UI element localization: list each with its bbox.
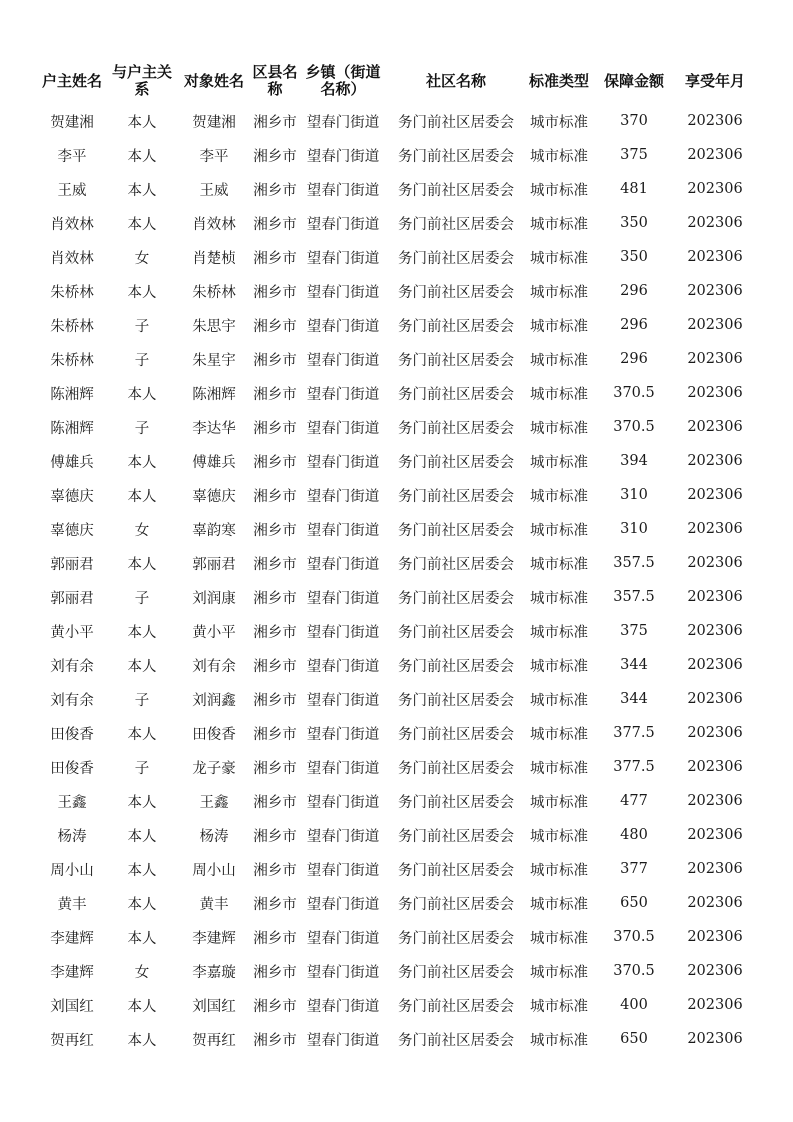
community-cell: 务门前社区居委会 <box>398 488 514 505</box>
county-cell: 湘乡市 <box>253 216 297 233</box>
standard-type-cell: 城市标准 <box>530 964 588 981</box>
community-cell: 务门前社区居委会 <box>398 556 514 573</box>
table-row <box>38 376 754 410</box>
standard-type-cell: 城市标准 <box>530 760 588 777</box>
relationship-cell: 本人 <box>127 828 157 845</box>
community-cell: 务门前社区居委会 <box>398 930 514 947</box>
township-cell: 望春门街道 <box>306 658 380 675</box>
township-cell: 望春门街道 <box>306 760 380 777</box>
table-row <box>38 172 754 206</box>
community-cell: 务门前社区居委会 <box>398 148 514 165</box>
recipient-name-cell: 贺再红 <box>192 1032 236 1049</box>
standard-type-cell: 城市标准 <box>530 896 588 913</box>
community-cell: 务门前社区居委会 <box>398 454 514 471</box>
table-row <box>38 852 754 886</box>
amount-cell: 377.5 <box>613 759 655 775</box>
county-cell: 湘乡市 <box>253 726 297 743</box>
householder-name-cell: 周小山 <box>50 862 94 879</box>
amount-cell: 375 <box>620 147 648 163</box>
month-cell: 202306 <box>687 521 743 537</box>
community-cell: 务门前社区居委会 <box>398 590 514 607</box>
householder-name-cell: 李平 <box>57 148 87 165</box>
standard-type-cell: 城市标准 <box>530 930 588 947</box>
recipient-name-cell: 傅雄兵 <box>192 454 236 471</box>
township-cell: 望春门街道 <box>306 624 380 641</box>
recipient-name-cell: 辜德庆 <box>192 488 236 505</box>
township-cell: 望春门街道 <box>306 420 380 437</box>
table-row <box>38 750 754 784</box>
householder-name-cell: 朱桥林 <box>50 352 94 369</box>
amount-cell: 480 <box>620 827 648 843</box>
county-cell: 湘乡市 <box>253 522 297 539</box>
township-cell: 望春门街道 <box>306 318 380 335</box>
householder-name-cell: 陈湘辉 <box>50 386 94 403</box>
standard-type-cell: 城市标准 <box>530 794 588 811</box>
relationship-cell: 本人 <box>127 862 157 879</box>
township-cell: 望春门街道 <box>306 522 380 539</box>
standard-type-cell: 城市标准 <box>530 998 588 1015</box>
township-cell: 望春门街道 <box>306 284 380 301</box>
householder-name-cell: 李建辉 <box>50 930 94 947</box>
recipient-name-cell: 辜韵寒 <box>192 522 236 539</box>
recipient-name-cell: 王鑫 <box>199 794 229 811</box>
standard-type-cell: 城市标准 <box>530 828 588 845</box>
county-cell: 湘乡市 <box>253 284 297 301</box>
relationship-cell: 子 <box>134 760 150 777</box>
recipient-name-cell: 刘国红 <box>192 998 236 1015</box>
standard-type-cell: 城市标准 <box>530 862 588 879</box>
standard-type-cell: 城市标准 <box>530 250 588 267</box>
relationship-cell: 本人 <box>127 794 157 811</box>
relationship-cell: 本人 <box>127 556 157 573</box>
amount-cell: 357.5 <box>613 555 655 571</box>
county-cell: 湘乡市 <box>253 828 297 845</box>
community-cell: 务门前社区居委会 <box>398 862 514 879</box>
relationship-cell: 女 <box>134 522 150 539</box>
householder-name-cell: 陈湘辉 <box>50 420 94 437</box>
standard-type-cell: 城市标准 <box>530 624 588 641</box>
community-cell: 务门前社区居委会 <box>398 692 514 709</box>
county-cell: 湘乡市 <box>253 352 297 369</box>
relationship-cell: 子 <box>134 590 150 607</box>
township-cell: 望春门街道 <box>306 862 380 879</box>
county-cell: 湘乡市 <box>253 1032 297 1049</box>
subsidy-roster-table <box>38 58 754 1056</box>
header-householder-name: 户主姓名 <box>41 71 102 90</box>
amount-cell: 377 <box>620 861 648 877</box>
householder-name-cell: 辜德庆 <box>50 522 94 539</box>
township-cell: 望春门街道 <box>306 216 380 233</box>
table-row <box>38 580 754 614</box>
month-cell: 202306 <box>687 589 743 605</box>
amount-cell: 350 <box>620 215 648 231</box>
month-cell: 202306 <box>687 691 743 707</box>
relationship-cell: 子 <box>134 352 150 369</box>
relationship-cell: 本人 <box>127 998 157 1015</box>
community-cell: 务门前社区居委会 <box>398 896 514 913</box>
county-cell: 湘乡市 <box>253 760 297 777</box>
table-row <box>38 784 754 818</box>
table-row <box>38 104 754 138</box>
month-cell: 202306 <box>687 487 743 503</box>
amount-cell: 370 <box>620 113 648 129</box>
amount-cell: 477 <box>620 793 648 809</box>
county-cell: 湘乡市 <box>253 794 297 811</box>
township-cell: 望春门街道 <box>306 964 380 981</box>
county-cell: 湘乡市 <box>253 488 297 505</box>
standard-type-cell: 城市标准 <box>530 658 588 675</box>
township-cell: 望春门街道 <box>306 556 380 573</box>
amount-cell: 370.5 <box>613 385 655 401</box>
relationship-cell: 本人 <box>127 624 157 641</box>
community-cell: 务门前社区居委会 <box>398 182 514 199</box>
householder-name-cell: 李建辉 <box>50 964 94 981</box>
community-cell: 务门前社区居委会 <box>398 658 514 675</box>
relationship-cell: 子 <box>134 692 150 709</box>
township-cell: 望春门街道 <box>306 930 380 947</box>
county-cell: 湘乡市 <box>253 454 297 471</box>
standard-type-cell: 城市标准 <box>530 726 588 743</box>
township-cell: 望春门街道 <box>306 1032 380 1049</box>
county-cell: 湘乡市 <box>253 862 297 879</box>
county-cell: 湘乡市 <box>253 658 297 675</box>
table-row <box>38 682 754 716</box>
householder-name-cell: 贺再红 <box>50 1032 94 1049</box>
community-cell: 务门前社区居委会 <box>398 352 514 369</box>
amount-cell: 344 <box>620 691 648 707</box>
relationship-cell: 本人 <box>127 930 157 947</box>
recipient-name-cell: 贺建湘 <box>192 114 236 131</box>
table-row <box>38 410 754 444</box>
standard-type-cell: 城市标准 <box>530 488 588 505</box>
standard-type-cell: 城市标准 <box>530 148 588 165</box>
relationship-cell: 子 <box>134 318 150 335</box>
table-body <box>38 104 754 1056</box>
householder-name-cell: 刘有余 <box>50 692 94 709</box>
householder-name-cell: 郭丽君 <box>50 556 94 573</box>
community-cell: 务门前社区居委会 <box>398 114 514 131</box>
householder-name-cell: 王鑫 <box>57 794 87 811</box>
month-cell: 202306 <box>687 181 743 197</box>
community-cell: 务门前社区居委会 <box>398 284 514 301</box>
header-community: 社区名称 <box>425 71 486 90</box>
amount-cell: 310 <box>620 521 648 537</box>
table-row <box>38 512 754 546</box>
county-cell: 湘乡市 <box>253 386 297 403</box>
recipient-name-cell: 朱思宇 <box>192 318 236 335</box>
community-cell: 务门前社区居委会 <box>398 1032 514 1049</box>
standard-type-cell: 城市标准 <box>530 352 588 369</box>
householder-name-cell: 朱桥林 <box>50 318 94 335</box>
householder-name-cell: 肖效林 <box>50 216 94 233</box>
table-row <box>38 546 754 580</box>
relationship-cell: 本人 <box>127 216 157 233</box>
township-cell: 望春门街道 <box>306 454 380 471</box>
table-row <box>38 614 754 648</box>
recipient-name-cell: 郭丽君 <box>192 556 236 573</box>
amount-cell: 370.5 <box>613 419 655 435</box>
relationship-cell: 本人 <box>127 896 157 913</box>
month-cell: 202306 <box>687 997 743 1013</box>
standard-type-cell: 城市标准 <box>530 284 588 301</box>
header-row <box>38 58 754 104</box>
amount-cell: 377.5 <box>613 725 655 741</box>
recipient-name-cell: 黄小平 <box>192 624 236 641</box>
community-cell: 务门前社区居委会 <box>398 998 514 1015</box>
recipient-name-cell: 李平 <box>199 148 229 165</box>
table-row <box>38 716 754 750</box>
township-cell: 望春门街道 <box>306 148 380 165</box>
month-cell: 202306 <box>687 827 743 843</box>
standard-type-cell: 城市标准 <box>530 216 588 233</box>
recipient-name-cell: 陈湘辉 <box>192 386 236 403</box>
month-cell: 202306 <box>687 793 743 809</box>
householder-name-cell: 辜德庆 <box>50 488 94 505</box>
township-cell: 望春门街道 <box>306 794 380 811</box>
recipient-name-cell: 肖效林 <box>192 216 236 233</box>
table-row <box>38 308 754 342</box>
amount-cell: 375 <box>620 623 648 639</box>
month-cell: 202306 <box>687 759 743 775</box>
month-cell: 202306 <box>687 895 743 911</box>
township-cell: 望春门街道 <box>306 250 380 267</box>
table-row <box>38 444 754 478</box>
county-cell: 湘乡市 <box>253 998 297 1015</box>
community-cell: 务门前社区居委会 <box>398 624 514 641</box>
householder-name-cell: 肖效林 <box>50 250 94 267</box>
householder-name-cell: 朱桥林 <box>50 284 94 301</box>
table-row <box>38 988 754 1022</box>
recipient-name-cell: 田俊香 <box>192 726 236 743</box>
amount-cell: 370.5 <box>613 929 655 945</box>
header-recipient-name: 对象姓名 <box>183 71 244 90</box>
relationship-cell: 女 <box>134 964 150 981</box>
community-cell: 务门前社区居委会 <box>398 726 514 743</box>
community-cell: 务门前社区居委会 <box>398 964 514 981</box>
amount-cell: 357.5 <box>613 589 655 605</box>
amount-cell: 650 <box>620 1031 648 1047</box>
recipient-name-cell: 王威 <box>199 182 229 199</box>
table-row <box>38 954 754 988</box>
table-header <box>38 58 754 104</box>
county-cell: 湘乡市 <box>253 420 297 437</box>
township-cell: 望春门街道 <box>306 692 380 709</box>
amount-cell: 296 <box>620 283 648 299</box>
month-cell: 202306 <box>687 861 743 877</box>
recipient-name-cell: 黄丰 <box>199 896 229 913</box>
standard-type-cell: 城市标准 <box>530 454 588 471</box>
amount-cell: 296 <box>620 317 648 333</box>
month-cell: 202306 <box>687 929 743 945</box>
township-cell: 望春门街道 <box>306 352 380 369</box>
householder-name-cell: 王威 <box>57 182 87 199</box>
standard-type-cell: 城市标准 <box>530 182 588 199</box>
householder-name-cell: 田俊香 <box>50 726 94 743</box>
standard-type-cell: 城市标准 <box>530 318 588 335</box>
county-cell: 湘乡市 <box>253 148 297 165</box>
recipient-name-cell: 刘润鑫 <box>192 692 236 709</box>
relationship-cell: 本人 <box>127 386 157 403</box>
community-cell: 务门前社区居委会 <box>398 760 514 777</box>
month-cell: 202306 <box>687 385 743 401</box>
relationship-cell: 本人 <box>127 726 157 743</box>
table-row <box>38 886 754 920</box>
table-row <box>38 648 754 682</box>
month-cell: 202306 <box>687 351 743 367</box>
county-cell: 湘乡市 <box>253 556 297 573</box>
recipient-name-cell: 杨涛 <box>199 828 229 845</box>
recipient-name-cell: 李建辉 <box>192 930 236 947</box>
header-month: 享受年月 <box>684 71 745 90</box>
householder-name-cell: 黄小平 <box>50 624 94 641</box>
standard-type-cell: 城市标准 <box>530 692 588 709</box>
community-cell: 务门前社区居委会 <box>398 318 514 335</box>
amount-cell: 350 <box>620 249 648 265</box>
community-cell: 务门前社区居委会 <box>398 420 514 437</box>
table-row <box>38 342 754 376</box>
amount-cell: 370.5 <box>613 963 655 979</box>
householder-name-cell: 田俊香 <box>50 760 94 777</box>
relationship-cell: 本人 <box>127 658 157 675</box>
township-cell: 望春门街道 <box>306 726 380 743</box>
recipient-name-cell: 李达华 <box>192 420 236 437</box>
header-standard-type: 标准类型 <box>528 71 589 90</box>
header-township: 乡镇（街道名称） <box>305 63 381 98</box>
relationship-cell: 本人 <box>127 1032 157 1049</box>
township-cell: 望春门街道 <box>306 896 380 913</box>
recipient-name-cell: 龙子豪 <box>192 760 236 777</box>
month-cell: 202306 <box>687 725 743 741</box>
county-cell: 湘乡市 <box>253 624 297 641</box>
community-cell: 务门前社区居委会 <box>398 828 514 845</box>
householder-name-cell: 郭丽君 <box>50 590 94 607</box>
month-cell: 202306 <box>687 317 743 333</box>
month-cell: 202306 <box>687 249 743 265</box>
amount-cell: 344 <box>620 657 648 673</box>
month-cell: 202306 <box>687 113 743 129</box>
recipient-name-cell: 周小山 <box>192 862 236 879</box>
table-row <box>38 818 754 852</box>
county-cell: 湘乡市 <box>253 590 297 607</box>
recipient-name-cell: 李嘉璇 <box>192 964 236 981</box>
table-row <box>38 240 754 274</box>
month-cell: 202306 <box>687 623 743 639</box>
householder-name-cell: 刘国红 <box>50 998 94 1015</box>
amount-cell: 394 <box>620 453 648 469</box>
standard-type-cell: 城市标准 <box>530 420 588 437</box>
standard-type-cell: 城市标准 <box>530 590 588 607</box>
table-row <box>38 920 754 954</box>
amount-cell: 650 <box>620 895 648 911</box>
township-cell: 望春门街道 <box>306 998 380 1015</box>
county-cell: 湘乡市 <box>253 930 297 947</box>
recipient-name-cell: 朱桥林 <box>192 284 236 301</box>
relationship-cell: 女 <box>134 250 150 267</box>
county-cell: 湘乡市 <box>253 964 297 981</box>
month-cell: 202306 <box>687 147 743 163</box>
amount-cell: 296 <box>620 351 648 367</box>
header-relationship: 与户主关系 <box>111 63 172 98</box>
table-row <box>38 206 754 240</box>
amount-cell: 400 <box>620 997 648 1013</box>
table-row <box>38 478 754 512</box>
county-cell: 湘乡市 <box>253 250 297 267</box>
township-cell: 望春门街道 <box>306 828 380 845</box>
table-row <box>38 274 754 308</box>
amount-cell: 481 <box>620 181 648 197</box>
householder-name-cell: 贺建湘 <box>50 114 94 131</box>
month-cell: 202306 <box>687 555 743 571</box>
recipient-name-cell: 刘润康 <box>192 590 236 607</box>
township-cell: 望春门街道 <box>306 488 380 505</box>
relationship-cell: 本人 <box>127 454 157 471</box>
community-cell: 务门前社区居委会 <box>398 216 514 233</box>
month-cell: 202306 <box>687 1031 743 1047</box>
recipient-name-cell: 朱星宇 <box>192 352 236 369</box>
relationship-cell: 子 <box>134 420 150 437</box>
month-cell: 202306 <box>687 963 743 979</box>
month-cell: 202306 <box>687 215 743 231</box>
standard-type-cell: 城市标准 <box>530 522 588 539</box>
recipient-name-cell: 肖楚桢 <box>192 250 236 267</box>
county-cell: 湘乡市 <box>253 114 297 131</box>
standard-type-cell: 城市标准 <box>530 1032 588 1049</box>
relationship-cell: 本人 <box>127 488 157 505</box>
community-cell: 务门前社区居委会 <box>398 250 514 267</box>
community-cell: 务门前社区居委会 <box>398 522 514 539</box>
relationship-cell: 本人 <box>127 148 157 165</box>
township-cell: 望春门街道 <box>306 386 380 403</box>
county-cell: 湘乡市 <box>253 182 297 199</box>
relationship-cell: 本人 <box>127 114 157 131</box>
relationship-cell: 本人 <box>127 182 157 199</box>
standard-type-cell: 城市标准 <box>530 114 588 131</box>
header-amount: 保障金额 <box>603 71 664 90</box>
householder-name-cell: 黄丰 <box>57 896 87 913</box>
month-cell: 202306 <box>687 419 743 435</box>
community-cell: 务门前社区居委会 <box>398 386 514 403</box>
month-cell: 202306 <box>687 453 743 469</box>
householder-name-cell: 傅雄兵 <box>50 454 94 471</box>
relationship-cell: 本人 <box>127 284 157 301</box>
county-cell: 湘乡市 <box>253 318 297 335</box>
month-cell: 202306 <box>687 657 743 673</box>
standard-type-cell: 城市标准 <box>530 386 588 403</box>
county-cell: 湘乡市 <box>253 896 297 913</box>
township-cell: 望春门街道 <box>306 114 380 131</box>
county-cell: 湘乡市 <box>253 692 297 709</box>
header-county: 区县名称 <box>252 63 298 98</box>
amount-cell: 310 <box>620 487 648 503</box>
township-cell: 望春门街道 <box>306 590 380 607</box>
table-row <box>38 138 754 172</box>
table-row <box>38 1022 754 1056</box>
community-cell: 务门前社区居委会 <box>398 794 514 811</box>
month-cell: 202306 <box>687 283 743 299</box>
recipient-name-cell: 刘有余 <box>192 658 236 675</box>
householder-name-cell: 杨涛 <box>57 828 87 845</box>
standard-type-cell: 城市标准 <box>530 556 588 573</box>
householder-name-cell: 刘有余 <box>50 658 94 675</box>
township-cell: 望春门街道 <box>306 182 380 199</box>
